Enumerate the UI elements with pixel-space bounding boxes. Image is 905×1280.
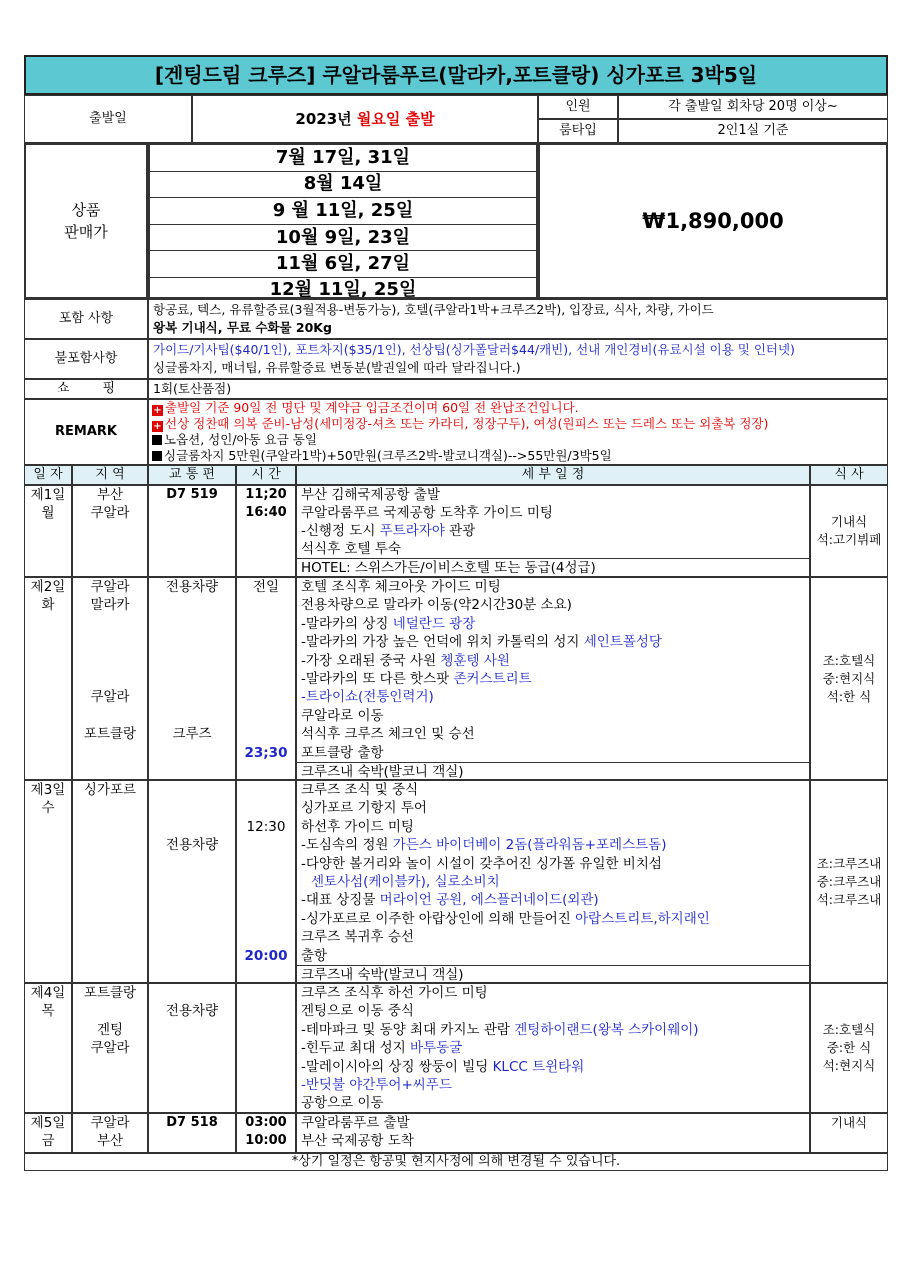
product-label-2: 판매가 <box>64 223 108 241</box>
region-name: 쿠알라 <box>90 689 130 706</box>
region-name: 포트클랑 <box>83 726 137 743</box>
square-bullet-icon <box>152 435 162 445</box>
detail-line: -신행정 도시 푸트라자야 관광 <box>301 523 476 539</box>
detail-line: -반딧불 야간투어+씨푸드 <box>301 1077 452 1094</box>
meal-line: 중:한 식 <box>826 1040 872 1055</box>
included-line: 항공료, 텍스, 유류할증료(3월적용-변동가능), 호텔(쿠알라1박+크루즈2박), 입장료, 식사, 차량, 가이드 <box>153 302 714 317</box>
header-region: 지 역 <box>72 465 148 485</box>
people-label: 인원 <box>538 95 618 119</box>
detail-line: 호텔 조식후 체크아웃 가이드 미팅 <box>301 579 501 595</box>
day-number: 제5일 <box>30 1115 66 1131</box>
meal-line: 기내식 <box>830 1115 868 1130</box>
square-bullet-icon <box>152 451 162 461</box>
time-value: 20:00 <box>244 947 288 964</box>
detail-line: -힌두교 최대 성지 바투동굴 <box>301 1040 463 1057</box>
meal-line: 석:고기뷔페 <box>816 532 882 547</box>
detail-line: 하선후 가이드 미팅 <box>301 818 414 835</box>
day-weekday: 수 <box>41 800 55 816</box>
meal-line: 조:호텔식 <box>822 1022 876 1037</box>
detail-line: 석식후 호텔 투숙 <box>301 541 401 557</box>
date-line: 10월 9일, 23일 <box>150 225 536 252</box>
departure-label: 출발일 <box>24 95 192 143</box>
time-cell <box>236 485 296 577</box>
included-line: 왕복 기내식, 무료 수화물 20Kg <box>153 320 332 335</box>
detail-line: -말레이시아의 상징 쌍둥이 빌딩 KLCC 트윈타워 <box>301 1058 585 1075</box>
region-name: 포트클랑 <box>83 985 137 1001</box>
remark-line: 싱글룸차지 5만원(쿠알라1박)+50만원(크루즈2박-발코니객실)-->55만원/3박5일 <box>164 448 612 463</box>
detail-cell <box>296 983 810 1113</box>
day-number: 제4일 <box>30 985 66 1001</box>
time-cell <box>236 780 296 983</box>
detail-line: -트라이쇼(전통인력거) <box>301 689 434 706</box>
detail-line: 공항으로 이동 <box>301 1095 384 1112</box>
day-number: 제1일 <box>30 487 66 503</box>
region-name: 부산 <box>96 1133 124 1149</box>
meal-cell <box>810 780 888 983</box>
transport-cell <box>148 485 236 577</box>
detail-line: -테마파크 및 동양 최대 카지노 관람 겐팅하이랜드(왕복 스카이웨이) <box>301 1021 699 1038</box>
remark-label: REMARK <box>24 399 148 465</box>
detail-line: -싱가포르로 이주한 아랍상인에 의해 만들어진 아랍스트리트,하지래인 <box>301 910 710 927</box>
time-value: 12:30 <box>246 818 286 835</box>
detail-line: 크루즈 조식후 하선 가이드 미팅 <box>301 985 488 1001</box>
region-name: 겐팅 <box>96 1021 124 1038</box>
remark-line: 선상 정찬때 의복 준비-남성(세미정장-셔츠 또는 카라티, 정장구두), 여성(원피스 또는 드레스 또는 외출복 정장) <box>165 416 769 431</box>
meal-line: 기내식 <box>830 514 868 529</box>
header-transport: 교 통 편 <box>148 465 236 485</box>
meal-line: 조:호텔식 <box>822 652 876 668</box>
detail-line: 쿠알라룸푸르 국제공항 도착후 가이드 미팅 <box>301 505 553 521</box>
departure-info <box>192 95 538 143</box>
date-line: 7월 17일, 31일 <box>150 145 536 172</box>
header-meal: 식 사 <box>810 465 888 485</box>
detail-line: 쿠알라룸푸르 출발 <box>301 1115 410 1131</box>
detail-cell <box>296 485 810 577</box>
meal-line: 석:한 식 <box>826 688 872 704</box>
shopping-label: 쇼 핑 <box>24 379 148 399</box>
remark-line: 노옵션, 성인/아동 요금 동일 <box>164 432 317 447</box>
time-value: 10:00 <box>245 1133 287 1148</box>
date-line: 12월 11일, 25일 <box>269 278 417 299</box>
product-price: ₩1,890,000 <box>538 143 888 299</box>
meal-line: 석:현지식 <box>822 1058 876 1073</box>
lodging-line: 크루즈내 숙박(발코니 객실) <box>297 965 809 983</box>
header-detail: 세 부 일 정 <box>296 465 810 485</box>
detail-line: -말라카의 또 다른 핫스팟 존커스트리트 <box>301 671 532 688</box>
meal-cell <box>810 485 888 577</box>
page-title: [겐팅드림 크루즈] 쿠알라룸푸르(말라카,포트클랑) 싱가포르 3박5일 <box>24 55 888 95</box>
excluded-line: 가이드/기사팁($40/1인), 포트차지($35/1인), 선상팁(싱가폴달러$44/캐빈), 선내 개인경비(유료시설 이용 및 인터넷) <box>153 342 795 357</box>
header-time: 시 간 <box>236 465 296 485</box>
meal-cell <box>810 577 888 780</box>
flight-number: D7 519 <box>166 487 218 502</box>
region-name: 싱가포르 <box>83 782 137 798</box>
detail-cell <box>296 780 810 983</box>
product-label <box>24 143 148 299</box>
day-weekday: 월 <box>41 505 55 521</box>
plus-box-icon: + <box>153 405 162 416</box>
remark-value <box>148 399 888 465</box>
region-name: 쿠알라 <box>90 1115 130 1131</box>
meal-line: 중:현지식 <box>822 670 876 686</box>
detail-line: -가장 오래된 중국 사원 쳉훈텡 사원 <box>301 652 510 669</box>
departure-year: 2023년 <box>295 110 352 128</box>
time-value: 03:00 <box>245 1115 287 1130</box>
detail-line: -말라카의 가장 높은 언덕에 위치 카톨릭의 성지 세인트폴성당 <box>301 634 662 651</box>
departure-weekday: 월요일 출발 <box>356 110 435 128</box>
meal-line: 조:크루즈내 <box>816 855 882 871</box>
transport-cell <box>148 577 236 780</box>
region-name: 말라카 <box>90 597 130 614</box>
time-value: 16:40 <box>245 505 287 520</box>
transport-type: 전용차량 <box>165 579 219 595</box>
time-cell <box>236 1113 296 1153</box>
region-cell <box>72 983 148 1113</box>
meal-line: 중:크루즈내 <box>816 873 882 889</box>
transport-cell <box>148 983 236 1113</box>
meal-cell <box>810 1113 888 1153</box>
detail-line: -대표 상징물 머라이언 공원, 에스플러네이드(외관) <box>301 892 599 909</box>
remark-line: 출발일 기준 90일 전 명단 및 계약금 입금조건이며 60일 전 완납조건입니다. <box>165 400 579 415</box>
region-name: 부산 <box>96 487 124 503</box>
included-label: 포함 사항 <box>24 299 148 339</box>
detail-line: 부산 김해국제공항 출발 <box>301 487 440 503</box>
date-line: 8월 14일 <box>150 172 536 199</box>
region-name: 쿠알라 <box>90 1040 130 1057</box>
detail-line: 싱가포르 기항지 투어 <box>301 800 427 817</box>
day-cell <box>24 983 72 1113</box>
detail-cell <box>296 1113 810 1153</box>
detail-line: 쿠알라로 이동 <box>301 707 384 724</box>
region-cell <box>72 577 148 780</box>
time-value: 11;20 <box>245 487 287 502</box>
day-cell <box>24 577 72 780</box>
transport-type: 크루즈 <box>172 726 212 743</box>
header-day: 일 자 <box>24 465 72 485</box>
detail-line: -도심속의 정원 가든스 바이더베이 2돔(플라워돔+포레스트돔) <box>301 837 667 854</box>
transport-cell <box>148 1113 236 1153</box>
region-cell <box>72 485 148 577</box>
detail-line: -다양한 볼거리와 놀이 시설이 갖추어진 싱가폴 유일한 비치섬 <box>301 855 662 872</box>
excluded-line: 싱글룸차지, 매너팁, 유류할증료 변동분(발권일에 따라 달라집니다.) <box>153 360 521 375</box>
hotel-line: HOTEL: 스위스가든/이비스호텔 또는 동급(4성급) <box>297 558 809 577</box>
day-weekday: 화 <box>41 597 55 613</box>
time-cell <box>236 983 296 1113</box>
region-name: 쿠알라 <box>90 579 130 595</box>
flight-number: D7 518 <box>166 1115 218 1130</box>
date-line: 9 월 11일, 25일 <box>150 198 536 225</box>
detail-line: 전용차량으로 말라카 이동(약2시간30분 소요) <box>301 597 572 614</box>
detail-line: 포트클랑 출항 <box>301 744 384 761</box>
detail-line: 부산 국제공항 도착 <box>301 1133 414 1149</box>
transport-type: 전용차량 <box>165 1003 219 1020</box>
detail-line: 석식후 크루즈 체크인 및 승선 <box>301 726 475 743</box>
people-value: 각 출발일 회차당 20명 이상~ <box>618 95 888 119</box>
room-label: 룸타입 <box>538 119 618 143</box>
product-dates <box>148 143 538 299</box>
date-line: 11월 6일, 27일 <box>150 251 536 278</box>
detail-cell <box>296 577 810 780</box>
region-cell <box>72 780 148 983</box>
day-cell <box>24 780 72 983</box>
day-number: 제2일 <box>30 579 66 595</box>
product-label-1: 상품 <box>71 201 101 219</box>
time-value: 23;30 <box>244 744 288 761</box>
day-weekday: 목 <box>41 1003 55 1019</box>
transport-type: 전용차량 <box>165 837 219 854</box>
room-value: 2인1실 기준 <box>618 119 888 143</box>
day-number: 제3일 <box>30 782 66 798</box>
time-value: 전일 <box>252 579 280 595</box>
meal-line: 석:크루즈내 <box>816 891 882 907</box>
time-cell <box>236 577 296 780</box>
excluded-label: 불포함사항 <box>24 339 148 379</box>
detail-line: 크루즈 복귀후 승선 <box>301 929 414 946</box>
detail-line: -말라카의 상징 네덜란드 광장 <box>301 615 476 632</box>
region-cell <box>72 1113 148 1153</box>
excluded-value <box>148 339 888 379</box>
included-value <box>148 299 888 339</box>
plus-box-icon: + <box>153 421 162 432</box>
day-weekday: 금 <box>41 1133 55 1149</box>
detail-line: 크루즈 조식 및 중식 <box>301 782 419 798</box>
detail-line: 센토사섬(케이블카), 실로소비치 <box>311 874 500 891</box>
footer-note: *상기 일정은 항공및 현지사정에 의해 변경될 수 있습니다. <box>24 1153 888 1171</box>
day-cell <box>24 485 72 577</box>
meal-cell <box>810 983 888 1113</box>
lodging-line: 크루즈내 숙박(발코니 객실) <box>297 762 809 780</box>
layout-root <box>24 55 888 1170</box>
day-cell <box>24 1113 72 1153</box>
detail-line: 출항 <box>301 947 328 964</box>
shopping-value: 1회(토산품점) <box>148 379 888 399</box>
region-name: 쿠알라 <box>90 505 130 521</box>
transport-cell <box>148 780 236 983</box>
detail-line: 겐팅으로 이동 중식 <box>301 1003 414 1020</box>
